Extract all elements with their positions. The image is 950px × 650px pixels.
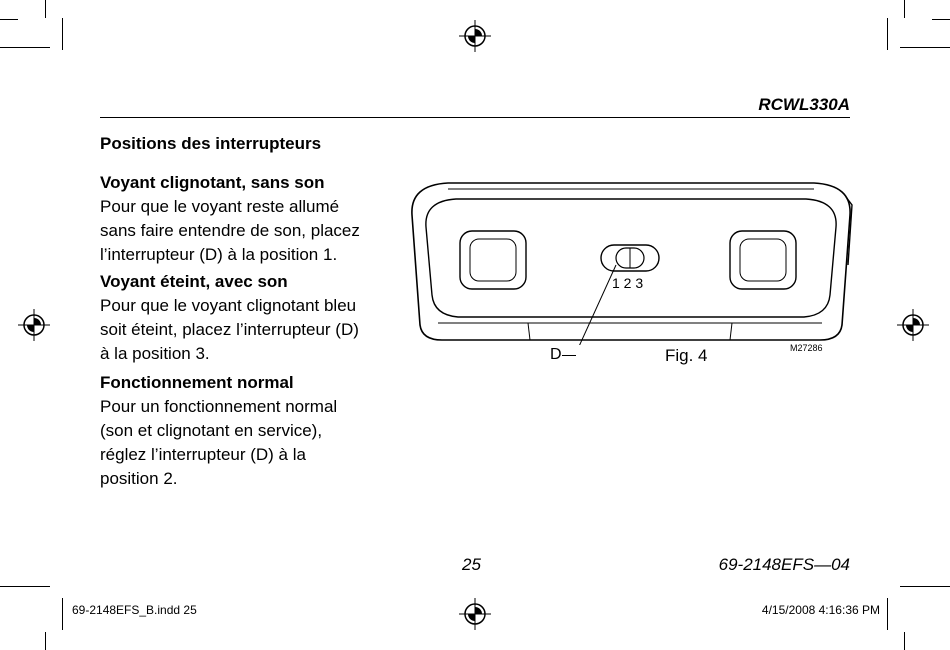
crop-mark-top-left-h: [0, 47, 50, 48]
crop-mark-bottom-left-v2: [62, 598, 63, 630]
registration-mark-bottom: [459, 598, 491, 630]
block-line: réglez l’interrupteur (D) à la: [100, 445, 306, 464]
block-heading: Voyant clignotant, sans son: [100, 173, 325, 192]
crop-mark-top-right-v2: [887, 18, 888, 50]
block-line: soit éteint, placez l’interrupteur (D): [100, 320, 359, 339]
figure-code: M27286: [790, 343, 823, 353]
header-rule: [100, 117, 850, 118]
block-light-off-sound-on: [100, 270, 405, 366]
crop-mark-top-right-v: [904, 0, 905, 18]
slug-date: 4/15/2008 4:16:36 PM: [761, 603, 880, 617]
page-number: 25: [462, 555, 481, 574]
registration-mark-left: [18, 309, 50, 341]
block-line: Pour que le voyant clignotant bleu: [100, 296, 357, 315]
crop-mark-bottom-left-h: [0, 586, 50, 587]
block-line: position 2.: [100, 469, 178, 488]
crop-mark-top-left-h2: [0, 19, 18, 20]
callout-label-d: D: [550, 346, 562, 363]
block-flashing-no-sound: [100, 171, 405, 267]
registration-mark-right: [897, 309, 929, 341]
slug-file-info: 69-2148EFS_B.indd 25: [72, 603, 197, 617]
figure-caption: Fig. 4: [665, 346, 708, 365]
crop-mark-bottom-right-v: [904, 632, 905, 650]
block-heading: Voyant éteint, avec son: [100, 272, 288, 291]
crop-mark-top-right-h2: [932, 19, 950, 20]
block-line: l’interrupteur (D) à la position 1.: [100, 245, 338, 264]
switch-position-labels: 1 2 3: [612, 275, 644, 291]
block-line: sans faire entendre de son, placez: [100, 221, 360, 240]
block-line: Pour un fonctionnement normal: [100, 397, 338, 416]
crop-mark-bottom-right-h: [900, 586, 950, 587]
device-illustration: [408, 175, 854, 345]
block-line: Pour que le voyant reste allumé: [100, 197, 340, 216]
crop-mark-bottom-left-v: [45, 632, 46, 650]
crop-mark-top-right-h: [900, 47, 950, 48]
block-line: à la position 3.: [100, 344, 210, 363]
document-number: 69-2148EFS—04: [718, 555, 850, 574]
crop-mark-top-left-v: [45, 0, 46, 18]
block-heading: Fonctionnement normal: [100, 373, 294, 392]
section-title: Positions des interrupteurs: [100, 134, 322, 153]
crop-mark-top-left-v2: [62, 18, 63, 50]
block-normal-operation: [100, 371, 405, 491]
block-line: (son et clignotant en service),: [100, 421, 323, 440]
crop-mark-bottom-right-v2: [887, 598, 888, 630]
header-model: RCWL330A: [758, 95, 850, 114]
callout-leader: [562, 355, 576, 356]
registration-mark-top: [459, 20, 491, 52]
